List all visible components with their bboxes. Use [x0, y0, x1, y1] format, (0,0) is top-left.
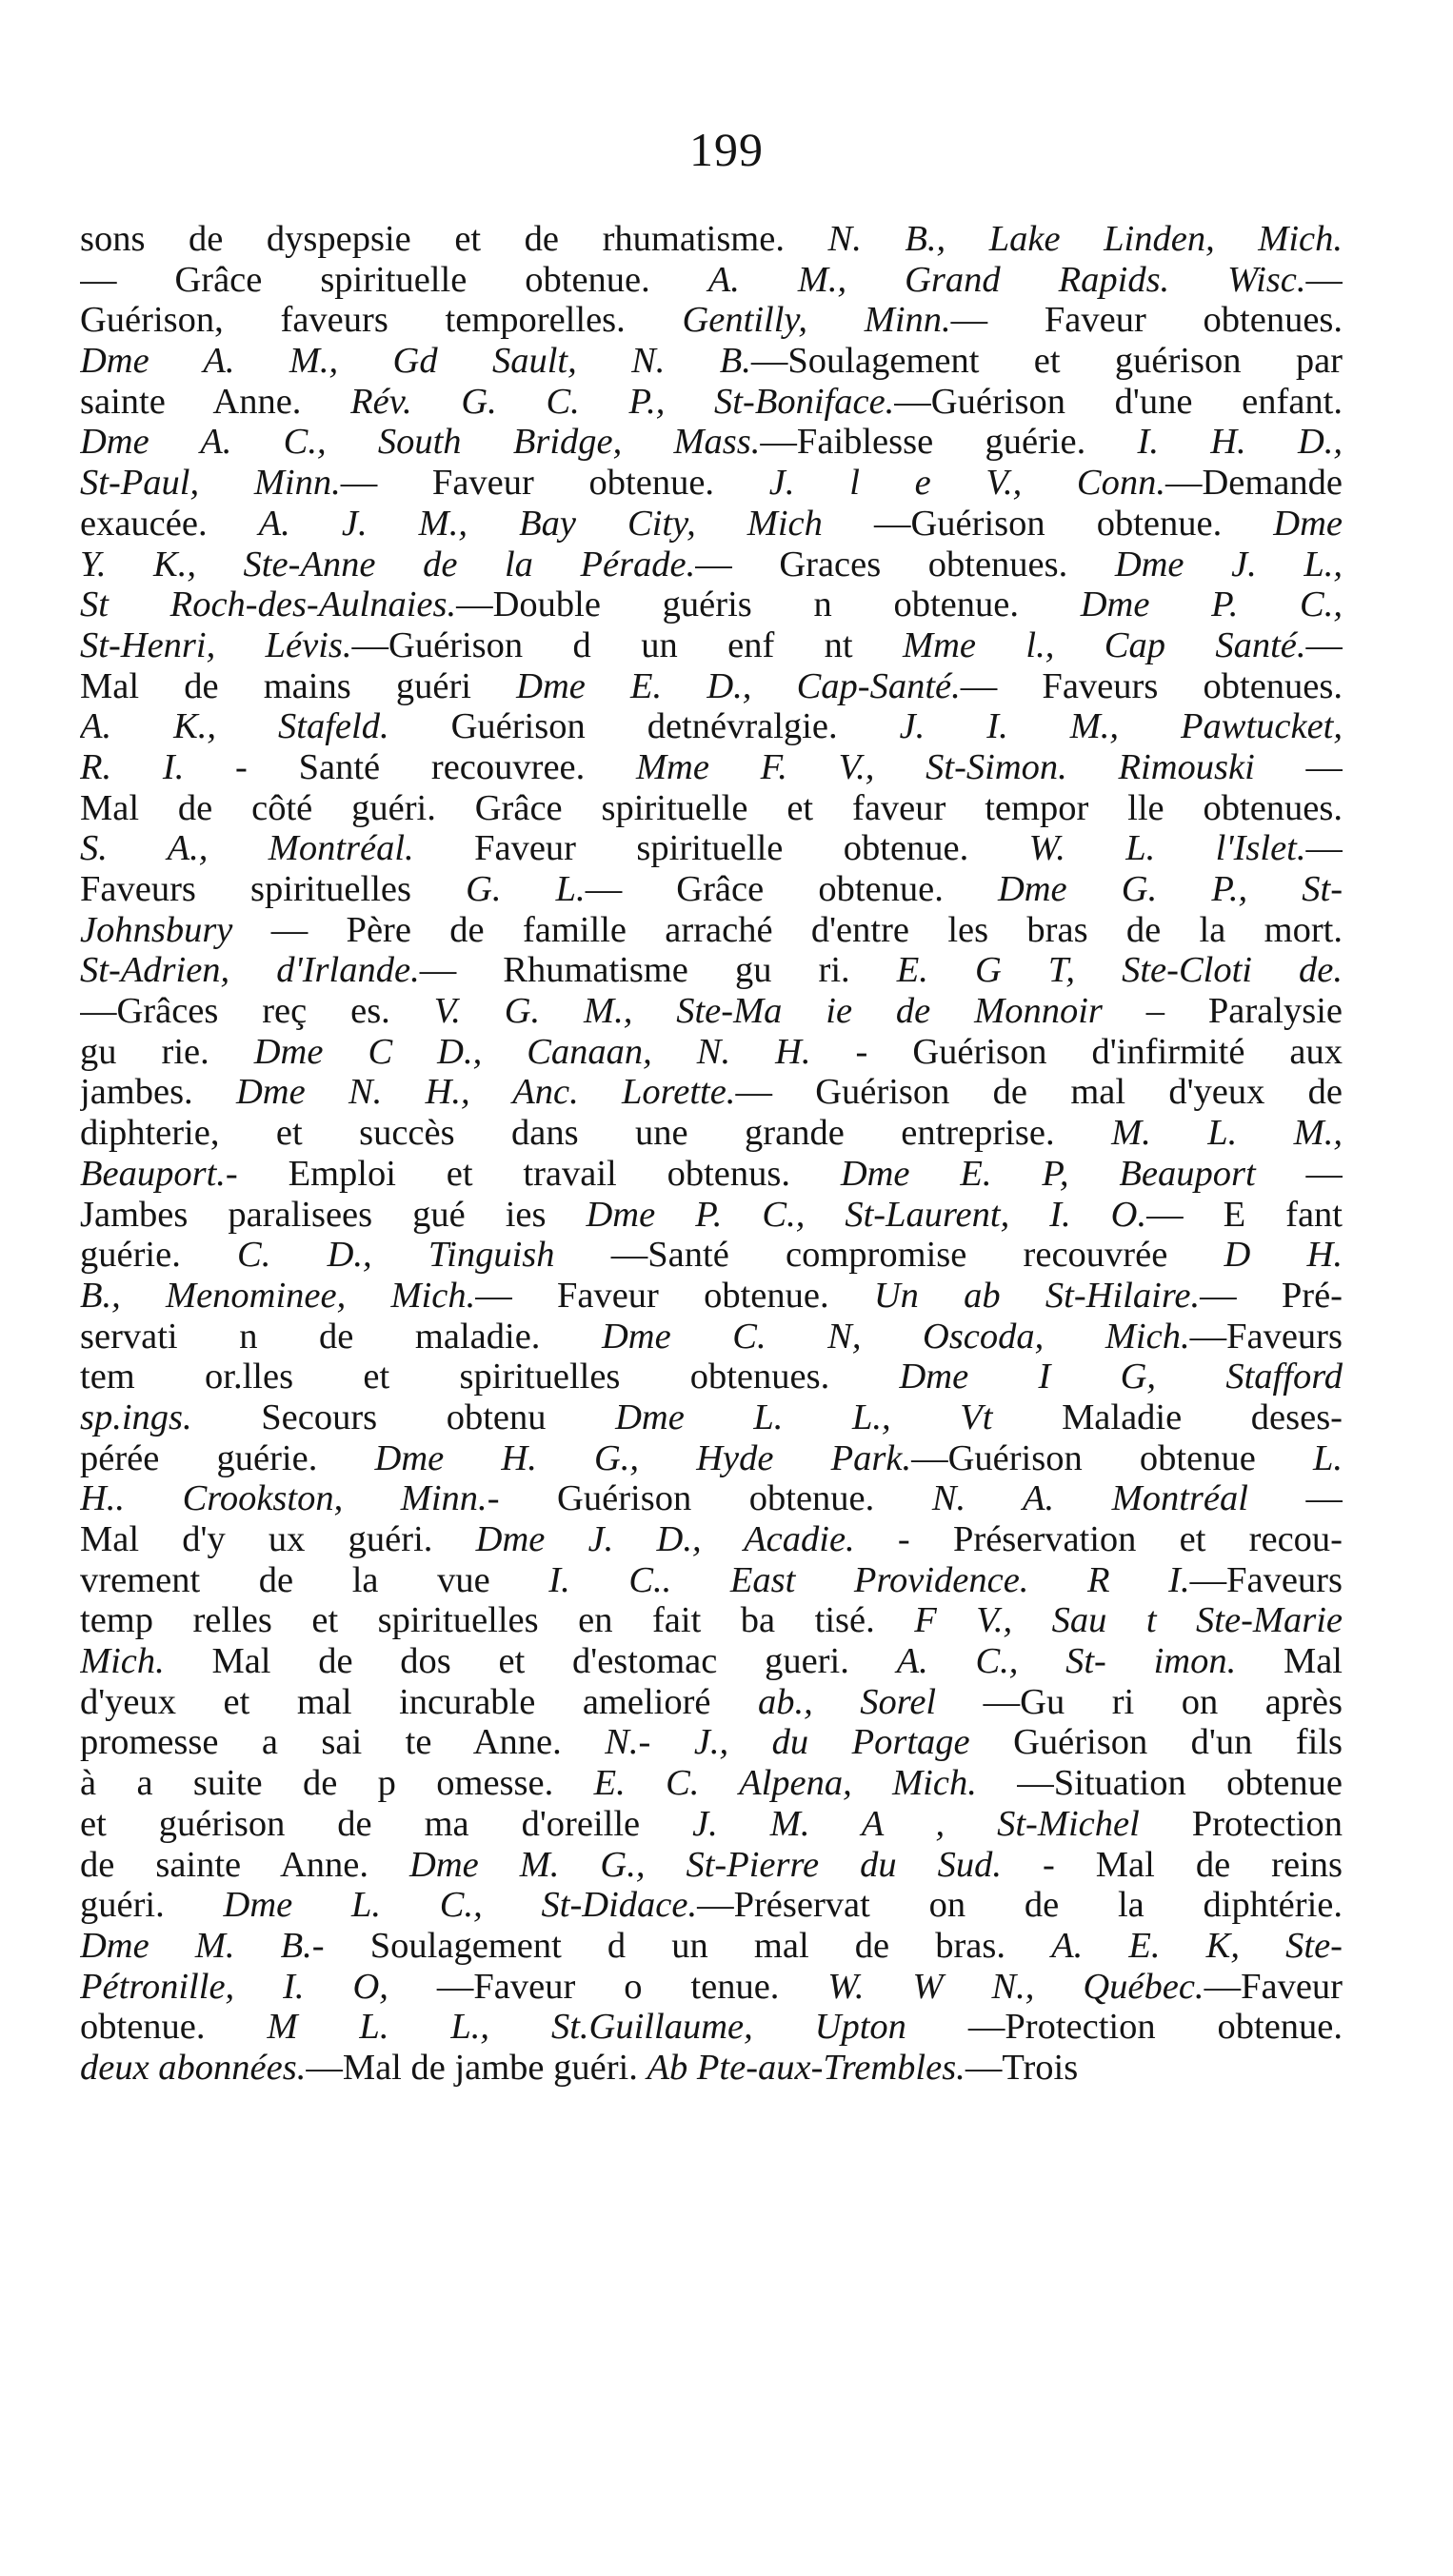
italic-run: St Roch-des-Aulnaies.	[80, 585, 457, 625]
text-run: - Guérison obtenue.	[487, 1478, 932, 1519]
text-run: - Emploi et travail obtenus.	[225, 1153, 841, 1194]
text-run: Mal d'y ux guéri.	[80, 1519, 476, 1559]
text-run: sainte Anne.	[80, 381, 351, 422]
text-run: Guérison detnévralgie.	[388, 706, 900, 747]
text-run: gu rie.	[80, 1031, 254, 1072]
text-run: Secours obtenu	[191, 1397, 616, 1437]
italic-run: M. L. M.,	[1111, 1113, 1343, 1154]
text-line	[80, 1397, 1343, 1438]
text-line	[80, 1519, 1343, 1560]
italic-run: I. H. D.,	[1137, 422, 1343, 463]
italic-run: Dme P. C., St-Laurent, I. O.	[586, 1194, 1147, 1235]
italic-run: Dme L. L., Vt	[615, 1397, 993, 1437]
italic-run: D H.	[1224, 1235, 1343, 1276]
italic-run: Pétronille, I. O,	[80, 1966, 388, 2007]
text-run: —Protection obtenue.	[906, 2007, 1343, 2048]
italic-run: A. J. M., Bay City, Mich	[258, 503, 823, 544]
text-line	[80, 382, 1343, 423]
text-run: —Faveur o tenue.	[388, 1966, 828, 2007]
text-line	[80, 666, 1343, 707]
text-run: guérie.	[80, 1235, 238, 1276]
text-line	[80, 545, 1343, 585]
italic-run: F V., Sau t Ste-Marie	[914, 1600, 1343, 1641]
text-run: obtenue.	[80, 2007, 268, 2048]
text-run: —Guérison d'une enfant.	[894, 381, 1343, 422]
text-run: —Faveurs	[1189, 1559, 1343, 1600]
italic-run: sp.ings.	[80, 1397, 192, 1437]
text-run: servati n de maladie.	[80, 1316, 602, 1357]
text-run: exaucée.	[80, 503, 259, 544]
text-run: — E fant	[1146, 1194, 1343, 1235]
text-run: - Mal de reins	[1002, 1844, 1343, 1885]
italic-run: Dme A. M., Gd Sault, N. B.	[80, 341, 751, 382]
page-number: 199	[689, 123, 764, 176]
text-run: Faveur spirituelle obtenue.	[413, 828, 1029, 869]
text-line	[80, 1154, 1343, 1195]
italic-run: Ab Pte-aux-Trembles.	[647, 2047, 965, 2088]
text-run: et guérison de ma d'oreille	[80, 1803, 693, 1844]
italic-run: E. G T, Ste-Cloti de.	[896, 950, 1343, 991]
italic-run: Dme E. D., Cap-Santé.	[516, 665, 961, 706]
text-line	[80, 788, 1343, 829]
text-line	[80, 1845, 1343, 1886]
italic-run: J. l e V., Conn.	[768, 463, 1165, 504]
text-run: —Demande	[1164, 463, 1343, 504]
text-line	[80, 504, 1343, 545]
text-run: jambes.	[80, 1072, 236, 1113]
italic-run: Dme P. C.,	[1080, 585, 1343, 625]
italic-run: A. C., St- imon.	[896, 1641, 1237, 1682]
text-line	[80, 950, 1343, 991]
text-run: —Guérison obtenue.	[822, 503, 1274, 544]
italic-run: H.. Crookston, Minn.	[80, 1478, 488, 1519]
text-run: —Guérison obtenue	[911, 1437, 1313, 1478]
text-run: —	[1305, 259, 1343, 300]
text-run: Mal	[1236, 1641, 1343, 1682]
text-run: promesse a sai te Anne.	[80, 1722, 606, 1763]
italic-run: G. L.	[466, 869, 586, 909]
text-line	[80, 1885, 1343, 1926]
italic-run: L.	[1312, 1437, 1343, 1478]
text-run: - Soulagement d un mal de bras.	[311, 1925, 1052, 1966]
text-run: Mal de côté guéri. Grâce spirituelle et faveur tempor lle obtenues.	[80, 787, 1343, 828]
text-run: — Grâce obtenue.	[585, 869, 998, 909]
italic-run: S. A., Montréal.	[80, 828, 414, 869]
text-line	[80, 1682, 1343, 1723]
text-run: - Guérison d'infirmité aux	[810, 1031, 1343, 1072]
italic-run: Y. K., Ste-Anne de la Pérade.	[80, 544, 696, 585]
italic-run: Dme H. G., Hyde Park.	[374, 1437, 912, 1478]
text-run: — Père de famille arraché d'entre les bras de la mort.	[232, 909, 1343, 950]
italic-run: Dme I G, Stafford	[899, 1357, 1343, 1397]
text-run: diphterie, et succès dans une grande entreprise.	[80, 1113, 1112, 1154]
italic-run: W. L. l'Islet.	[1028, 828, 1306, 869]
italic-run: J. M. A , St-Michel	[692, 1803, 1140, 1844]
italic-run: Mme F. V., St-Simon. Rimouski	[635, 746, 1255, 787]
text-run: — Graces obtenues.	[695, 544, 1115, 585]
text-run: pérée guérie.	[80, 1437, 375, 1478]
text-line	[80, 1641, 1343, 1682]
italic-run: E. C. Alpena, Mich.	[593, 1763, 977, 1804]
text-run: à a suite de p omesse.	[80, 1763, 594, 1804]
text-line	[80, 1600, 1343, 1641]
text-line	[80, 219, 1343, 260]
italic-run: A. E. K, Ste-	[1051, 1925, 1343, 1966]
text-run: —	[1305, 828, 1343, 869]
text-line	[80, 1438, 1343, 1479]
italic-run: C. D., Tinguish	[237, 1235, 555, 1276]
text-line	[80, 1926, 1343, 1967]
italic-run: N. A. Montréal	[931, 1478, 1248, 1519]
text-run: — Pré-	[1200, 1275, 1343, 1316]
italic-run: Dme L. C., St-Didace.	[223, 1885, 698, 1926]
text-run: —Faveur	[1204, 1966, 1343, 2007]
text-run: —Faiblesse guérie.	[760, 422, 1138, 463]
text-run: — Grâce spirituelle obtenue.	[80, 259, 708, 300]
italic-run: Dme A. C., South Bridge, Mass.	[80, 422, 761, 463]
italic-run: Dme C D., Canaan, N. H.	[253, 1031, 811, 1072]
text-line	[80, 463, 1343, 504]
text-line	[80, 300, 1343, 341]
text-run: – Paralysie	[1102, 991, 1343, 1032]
text-run: —	[1254, 746, 1343, 787]
text-line	[80, 1195, 1343, 1236]
text-run: de sainte Anne.	[80, 1844, 410, 1885]
italic-run: St-Paul, Minn.	[80, 463, 341, 504]
text-line	[80, 1032, 1343, 1073]
text-line	[80, 1113, 1343, 1154]
italic-run: N.- J., du Portage	[605, 1722, 970, 1763]
text-run: Faveurs spirituelles	[80, 869, 467, 909]
text-run: sons de dyspepsie et de rhumatisme.	[80, 219, 828, 259]
text-line	[80, 260, 1343, 301]
text-line	[80, 1967, 1343, 2008]
text-line	[80, 910, 1343, 951]
italic-run: Beauport.	[80, 1153, 226, 1194]
italic-run: R. I.	[80, 746, 185, 787]
text-run: Guérison, faveurs temporelles.	[80, 300, 683, 341]
italic-run: W. W N., Québec.	[827, 1966, 1204, 2007]
text-line	[80, 706, 1343, 747]
italic-run: St-Adrien, d'Irlande.	[80, 950, 420, 991]
text-run: Guérison d'un fils	[969, 1722, 1343, 1763]
italic-run: Dme M. G., St-Pierre du Sud.	[409, 1844, 1002, 1885]
text-run: —	[1247, 1478, 1343, 1519]
text-run: - Santé recouvree.	[184, 746, 636, 787]
text-run: —Gu ri on après	[936, 1681, 1343, 1722]
text-run: Mal de dos et d'estomac gueri.	[164, 1641, 897, 1682]
text-line	[80, 828, 1343, 869]
text-line	[80, 1722, 1343, 1763]
text-run: —Soulagement et guérison par	[750, 341, 1343, 382]
text-run: —Guérison d un enf nt	[351, 624, 904, 665]
text-run: —Situation obtenue	[976, 1763, 1343, 1804]
italic-run: A. K., Stafeld.	[80, 706, 389, 747]
italic-run: J. I. M., Pawtucket,	[899, 706, 1343, 747]
text-line	[80, 1235, 1343, 1276]
text-run: tem or.lles et spirituelles obtenues.	[80, 1357, 900, 1397]
text-run: — Faveurs obtenues.	[960, 665, 1343, 706]
italic-run: Dme N. H., Anc. Lorette.	[235, 1072, 736, 1113]
italic-run: Gentilly, Minn.	[682, 300, 951, 341]
text-run: Maladie deses-	[992, 1397, 1343, 1437]
text-run: — Rhumatisme gu ri.	[419, 950, 897, 991]
italic-run: Dme	[1273, 503, 1343, 544]
text-run: —Santé compromise recouvrée	[554, 1235, 1224, 1276]
text-line	[80, 1357, 1343, 1397]
text-line	[80, 2007, 1343, 2048]
text-run: —Trois	[965, 2047, 1079, 2088]
italic-run: Johnsbury	[80, 909, 233, 950]
italic-run: I. C.. East Providence. R I.	[548, 1559, 1190, 1600]
italic-run: N. B., Lake Linden, Mich.	[827, 219, 1343, 259]
italic-run: A. M., Grand Rapids. Wisc.	[707, 259, 1306, 300]
text-run: —	[1305, 624, 1343, 665]
text-line	[80, 747, 1343, 788]
text-line	[80, 1276, 1343, 1317]
text-run: — Guérison de mal d'yeux de	[735, 1072, 1343, 1113]
italic-run: Dme G. P., St-	[997, 869, 1343, 909]
italic-run: deux abonnées.	[80, 2047, 307, 2088]
italic-run: Mich.	[80, 1641, 165, 1682]
body-text	[80, 219, 1343, 2089]
text-line	[80, 1478, 1343, 1519]
italic-run: St-Henri, Lévis.	[80, 624, 352, 665]
text-run: vrement de la vue	[80, 1559, 549, 1600]
text-run: —Faveurs	[1189, 1316, 1343, 1357]
italic-run: V. G. M., Ste-Ma ie de Monnoir	[433, 991, 1103, 1032]
italic-run: Dme J. L.,	[1114, 544, 1343, 585]
text-line	[80, 1560, 1343, 1601]
text-run: guéri.	[80, 1885, 224, 1926]
italic-run: Mme l., Cap Santé.	[903, 624, 1306, 665]
italic-run: B., Menominee, Mich.	[80, 1275, 476, 1316]
italic-run: Rév. G. C. P., St-Boniface.	[350, 381, 895, 422]
text-run: Jambes paralisees gué ies	[80, 1194, 587, 1235]
text-line	[80, 341, 1343, 382]
text-line	[80, 422, 1343, 463]
text-line	[80, 585, 1343, 625]
text-line	[80, 1072, 1343, 1113]
text-run: —Préservat on de la diphtérie.	[697, 1885, 1343, 1926]
italic-run: M L. L., St.Guillaume, Upton	[267, 2007, 906, 2048]
text-run: — Faveur obtenues.	[950, 300, 1343, 341]
text-run: — Faveur obtenue.	[475, 1275, 874, 1316]
text-run: —	[1255, 1153, 1343, 1194]
text-run: - Préservation et recou-	[854, 1519, 1343, 1559]
italic-run: Dme J. D., Acadie.	[475, 1519, 855, 1559]
text-run: temp relles et spirituelles en fait ba tisé.	[80, 1600, 915, 1641]
text-run: Protection	[1139, 1803, 1343, 1844]
italic-run: Dme E. P, Beauport	[840, 1153, 1256, 1194]
italic-run: Un ab St-Hilaire.	[873, 1275, 1201, 1316]
text-line	[80, 1763, 1343, 1804]
text-line	[80, 1317, 1343, 1357]
italic-run: Dme M. B.	[80, 1925, 312, 1966]
text-line	[80, 1804, 1343, 1845]
italic-run: Dme C. N, Oscoda, Mich.	[602, 1316, 1190, 1357]
text-run: — Faveur obtenue.	[340, 463, 769, 504]
text-run: —Double guéris n obtenue.	[456, 585, 1081, 625]
text-run: Mal de mains guéri	[80, 665, 517, 706]
text-line	[80, 625, 1343, 666]
text-line	[80, 991, 1343, 1032]
italic-run: ab., Sorel	[758, 1681, 937, 1722]
text-run: —Mal de jambe guéri.	[306, 2047, 647, 2088]
text-line	[80, 869, 1343, 910]
text-run: d'yeux et mal incurable amelioré	[80, 1681, 759, 1722]
text-line	[80, 2048, 1343, 2089]
text-run: —Grâces reç es.	[80, 991, 434, 1032]
